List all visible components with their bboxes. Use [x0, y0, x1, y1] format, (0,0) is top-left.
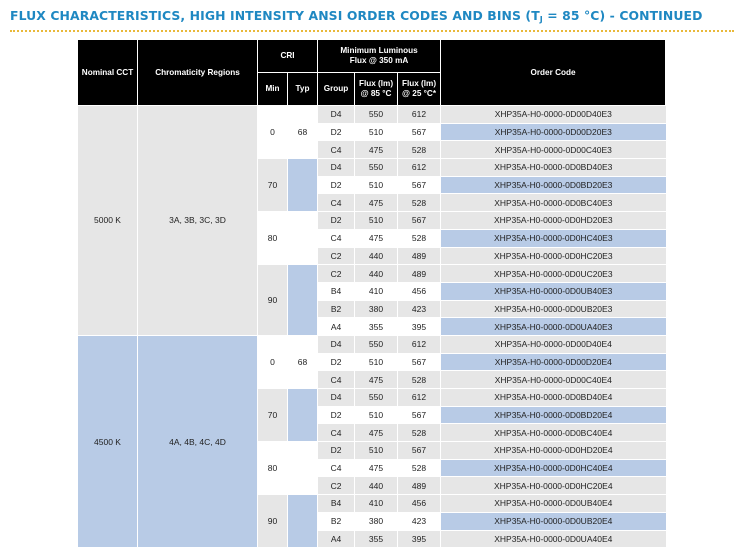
- order-code-cell: XHP35A-H0-0000-0D0BD40E3: [441, 159, 666, 177]
- group-cell: D2: [318, 406, 355, 424]
- flux-25-cell: 567: [398, 123, 441, 141]
- cri-min-cell: 0: [258, 335, 288, 388]
- cri-min-cell: 80: [258, 442, 288, 495]
- flux-85-cell: 475: [355, 424, 398, 442]
- group-cell: D2: [318, 442, 355, 460]
- flux-85-cell: 510: [355, 353, 398, 371]
- group-cell: C4: [318, 141, 355, 159]
- flux-25-cell: 528: [398, 371, 441, 389]
- header-min-luminous-flux: Minimum Luminous Flux @ 350 mA: [318, 40, 441, 73]
- flux-85-cell: 380: [355, 512, 398, 530]
- flux-85-cell: 410: [355, 495, 398, 513]
- order-code-cell: XHP35A-H0-0000-0D0HD20E3: [441, 212, 666, 230]
- group-cell: C2: [318, 247, 355, 265]
- group-cell: B4: [318, 282, 355, 300]
- flux-85-cell: 475: [355, 229, 398, 247]
- order-code-cell: XHP35A-H0-0000-0D0UB20E3: [441, 300, 666, 318]
- flux-25-cell: 395: [398, 318, 441, 336]
- cri-typ-cell: 68: [288, 335, 318, 388]
- title-divider: [10, 30, 734, 32]
- flux-25-cell: 528: [398, 424, 441, 442]
- flux-85-cell: 510: [355, 406, 398, 424]
- order-code-cell: XHP35A-H0-0000-0D0HC20E3: [441, 247, 666, 265]
- flux-25-cell: 423: [398, 512, 441, 530]
- cri-min-cell: 0: [258, 106, 288, 159]
- flux-25-cell: 567: [398, 353, 441, 371]
- flux-85-cell: 440: [355, 247, 398, 265]
- order-code-cell: XHP35A-H0-0000-0D00D20E4: [441, 353, 666, 371]
- flux-25-cell: 567: [398, 176, 441, 194]
- flux-25-cell: 489: [398, 265, 441, 283]
- flux-85-cell: 410: [355, 282, 398, 300]
- group-cell: D4: [318, 335, 355, 353]
- group-cell: D4: [318, 389, 355, 407]
- order-code-cell: XHP35A-H0-0000-0D0BD40E4: [441, 389, 666, 407]
- flux-85-cell: 475: [355, 141, 398, 159]
- flux-25-cell: 456: [398, 495, 441, 513]
- flux-85-cell: 475: [355, 194, 398, 212]
- flux-85-cell: 550: [355, 159, 398, 177]
- cri-typ-cell: [288, 495, 318, 548]
- cri-min-cell: 70: [258, 389, 288, 442]
- flux-85-cell: 510: [355, 442, 398, 460]
- flux-25-cell: 489: [398, 247, 441, 265]
- order-code-cell: XHP35A-H0-0000-0D0HC40E3: [441, 229, 666, 247]
- header-chromaticity-regions: Chromaticity Regions: [138, 40, 258, 106]
- flux-85-cell: 440: [355, 477, 398, 495]
- nominal-cct-cell: 4500 K: [78, 335, 138, 547]
- flux-85-cell: 380: [355, 300, 398, 318]
- group-cell: D2: [318, 176, 355, 194]
- group-cell: C4: [318, 371, 355, 389]
- order-code-cell: XHP35A-H0-0000-0D00C40E4: [441, 371, 666, 389]
- table-row: [78, 106, 666, 124]
- header-cri-min: Min: [258, 73, 288, 106]
- flux-25-cell: 528: [398, 141, 441, 159]
- header-flux-85: Flux (lm) @ 85 °C: [355, 73, 398, 106]
- order-code-cell: XHP35A-H0-0000-0D0BD20E4: [441, 406, 666, 424]
- flux-85-cell: 355: [355, 530, 398, 548]
- group-cell: D2: [318, 123, 355, 141]
- group-cell: B2: [318, 512, 355, 530]
- table-row: [78, 335, 666, 353]
- order-code-cell: XHP35A-H0-0000-0D0UC20E3: [441, 265, 666, 283]
- flux-85-cell: 510: [355, 123, 398, 141]
- flux-25-cell: 528: [398, 229, 441, 247]
- order-code-cell: XHP35A-H0-0000-0D00D40E4: [441, 335, 666, 353]
- flux-25-cell: 612: [398, 389, 441, 407]
- flux-25-cell: 489: [398, 477, 441, 495]
- flux-85-cell: 550: [355, 106, 398, 124]
- order-code-cell: XHP35A-H0-0000-0D00C40E3: [441, 141, 666, 159]
- group-cell: C4: [318, 459, 355, 477]
- header-flux-25: Flux (lm) @ 25 °C*: [398, 73, 441, 106]
- order-code-cell: XHP35A-H0-0000-0D0HC40E4: [441, 459, 666, 477]
- flux-25-cell: 528: [398, 194, 441, 212]
- flux-order-code-table: [77, 39, 666, 548]
- order-code-cell: XHP35A-H0-0000-0D0BD20E3: [441, 176, 666, 194]
- flux-85-cell: 510: [355, 176, 398, 194]
- header-cri: CRI: [258, 40, 318, 73]
- nominal-cct-cell: 5000 K: [78, 106, 138, 336]
- flux-25-cell: 423: [398, 300, 441, 318]
- cri-min-cell: 90: [258, 265, 288, 336]
- chromaticity-regions-cell: 4A, 4B, 4C, 4D: [138, 335, 258, 547]
- flux-25-cell: 612: [398, 106, 441, 124]
- cri-min-cell: 80: [258, 212, 288, 265]
- order-code-cell: XHP35A-H0-0000-0D0BC40E3: [441, 194, 666, 212]
- group-cell: D2: [318, 212, 355, 230]
- order-code-cell: XHP35A-H0-0000-0D0BC40E4: [441, 424, 666, 442]
- cri-typ-cell: [288, 159, 318, 212]
- flux-25-cell: 456: [398, 282, 441, 300]
- group-cell: D4: [318, 106, 355, 124]
- group-cell: C4: [318, 194, 355, 212]
- flux-85-cell: 510: [355, 212, 398, 230]
- header-cri-typ: Typ: [288, 73, 318, 106]
- order-code-cell: XHP35A-H0-0000-0D0HC20E4: [441, 477, 666, 495]
- flux-25-cell: 567: [398, 442, 441, 460]
- flux-25-cell: 612: [398, 159, 441, 177]
- flux-85-cell: 475: [355, 371, 398, 389]
- order-code-cell: XHP35A-H0-0000-0D0UB20E4: [441, 512, 666, 530]
- flux-25-cell: 612: [398, 335, 441, 353]
- group-cell: D2: [318, 353, 355, 371]
- cri-min-cell: 90: [258, 495, 288, 548]
- header-group: Group: [318, 73, 355, 106]
- group-cell: C4: [318, 229, 355, 247]
- flux-85-cell: 550: [355, 335, 398, 353]
- order-code-cell: XHP35A-H0-0000-0D0UB40E4: [441, 495, 666, 513]
- order-code-cell: XHP35A-H0-0000-0D0UA40E4: [441, 530, 666, 548]
- flux-25-cell: 528: [398, 459, 441, 477]
- group-cell: C4: [318, 424, 355, 442]
- cri-typ-cell: [288, 212, 318, 265]
- cri-min-cell: 70: [258, 159, 288, 212]
- flux-85-cell: 550: [355, 389, 398, 407]
- flux-85-cell: 440: [355, 265, 398, 283]
- cri-typ-cell: [288, 389, 318, 442]
- group-cell: B2: [318, 300, 355, 318]
- order-code-cell: XHP35A-H0-0000-0D0UB40E3: [441, 282, 666, 300]
- order-code-cell: XHP35A-H0-0000-0D00D20E3: [441, 123, 666, 141]
- group-cell: A4: [318, 318, 355, 336]
- page-title: FLUX CHARACTERISTICS, HIGH INTENSITY ANSI ORDER CODES AND BINS ($T_J = 85$ °C) - CONTINUED: [10, 8, 703, 24]
- header-order-code: Order Code: [441, 40, 666, 106]
- flux-85-cell: 355: [355, 318, 398, 336]
- group-cell: A4: [318, 530, 355, 548]
- order-code-cell: XHP35A-H0-0000-0D0HD20E4: [441, 442, 666, 460]
- flux-25-cell: 567: [398, 212, 441, 230]
- group-cell: B4: [318, 495, 355, 513]
- chromaticity-regions-cell: 3A, 3B, 3C, 3D: [138, 106, 258, 336]
- cri-typ-cell: [288, 442, 318, 495]
- group-cell: C2: [318, 265, 355, 283]
- group-cell: D4: [318, 159, 355, 177]
- order-code-cell: XHP35A-H0-0000-0D0UA40E3: [441, 318, 666, 336]
- flux-25-cell: 395: [398, 530, 441, 548]
- header-nominal-cct: Nominal CCT: [78, 40, 138, 106]
- group-cell: C2: [318, 477, 355, 495]
- order-code-cell: XHP35A-H0-0000-0D00D40E3: [441, 106, 666, 124]
- flux-25-cell: 567: [398, 406, 441, 424]
- cri-typ-cell: 68: [288, 106, 318, 159]
- flux-85-cell: 475: [355, 459, 398, 477]
- cri-typ-cell: [288, 265, 318, 336]
